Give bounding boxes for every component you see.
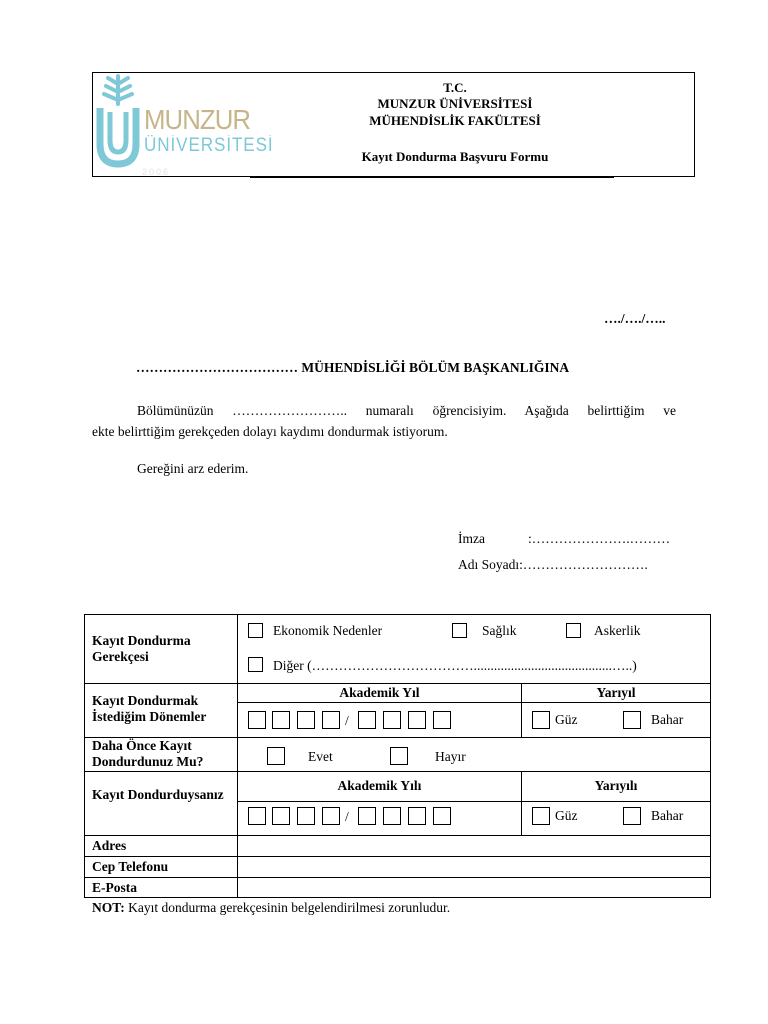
email-field[interactable] (238, 878, 710, 897)
closing-text: Gereğini arz ederim. (137, 461, 249, 476)
address-field[interactable] (238, 836, 710, 856)
logo-emblem-icon (94, 74, 142, 170)
periods-label: Kayıt Dondurmak İstediğim Dönemler (92, 693, 207, 724)
option-no: Hayır (435, 749, 466, 764)
paragraph-line-1: Bölümünüzün …………………….. numaralı öğrencisiyim. Aşağıda belirttiğim ve (137, 403, 676, 418)
header-university: MUNZUR ÜNİVERSİTESİ (377, 96, 533, 111)
date-line: …./…./….. (604, 311, 666, 326)
checkbox-yes[interactable] (267, 747, 285, 765)
year-digit-box[interactable] (383, 711, 401, 729)
addressee: ……………………………… MÜHENDİSLİĞİ BÖLÜM BAŞKANLIĞINA (136, 360, 570, 375)
paragraph-line-2: ekte belirttiğim gerekçeden dolayı kaydımı dondurmak istiyorum. (92, 424, 448, 439)
year-digit-box[interactable] (408, 711, 426, 729)
logo-subtitle: ÜNİVERSİTESİ (144, 135, 274, 156)
year-separator: / (345, 809, 349, 824)
year-separator: / (345, 713, 349, 728)
option-spring: Bahar (651, 712, 684, 727)
checkbox-other[interactable] (248, 657, 263, 672)
year-digit-box[interactable] (248, 807, 266, 825)
year-digit-box[interactable] (322, 807, 340, 825)
reason-label: Kayıt Dondurma Gerekçesi (92, 633, 191, 664)
phone-label: Cep Telefonu (92, 859, 169, 874)
row-divider (238, 801, 710, 802)
note (92, 900, 450, 916)
option-spring-2: Bahar (651, 808, 684, 823)
note-text: Kayıt dondurma gerekçesinin belgelendirilmesi zorunludur. (128, 900, 451, 915)
note-label: NOT: (92, 900, 125, 915)
year-digit-box[interactable] (248, 711, 266, 729)
checkbox-spring[interactable] (623, 711, 641, 729)
year-digit-box[interactable] (272, 711, 290, 729)
option-yes: Evet (308, 749, 333, 764)
phone-field[interactable] (238, 857, 710, 877)
checkbox-health[interactable] (452, 623, 467, 638)
header-faculty: MÜHENDİSLİK FAKÜLTESİ (369, 113, 541, 128)
row-divider (238, 702, 710, 703)
signature-field[interactable]: :………………….……… (528, 531, 671, 546)
option-military: Askerlik (594, 623, 641, 638)
header-underline (250, 176, 614, 178)
form-title: Kayıt Dondurma Başvuru Formu (361, 149, 549, 164)
logo-year: 2006 (142, 167, 171, 177)
year-digit-box[interactable] (433, 807, 451, 825)
year-digit-box[interactable] (408, 807, 426, 825)
checkbox-fall-2[interactable] (532, 807, 550, 825)
checkbox-economic[interactable] (248, 623, 263, 638)
header-tc: T.C. (443, 80, 467, 95)
year-digit-box[interactable] (322, 711, 340, 729)
row-divider (85, 771, 710, 772)
year-digit-box[interactable] (383, 807, 401, 825)
option-fall: Güz (555, 712, 578, 727)
checkbox-no[interactable] (390, 747, 408, 765)
year-digit-box[interactable] (297, 807, 315, 825)
checkbox-military[interactable] (566, 623, 581, 638)
option-other[interactable]: Diğer (……………………………….........................................…..) (273, 658, 637, 673)
checkbox-spring-2[interactable] (623, 807, 641, 825)
signature-label: İmza (458, 531, 485, 546)
address-label: Adres (92, 838, 127, 853)
row-divider (85, 683, 710, 684)
year-digit-box[interactable] (297, 711, 315, 729)
academic-year-header: Akademik Yıl (339, 685, 420, 700)
term-header-2: Yarıyılı (594, 778, 638, 793)
term-header: Yarıyıl (596, 685, 636, 700)
year-digit-box[interactable] (358, 711, 376, 729)
checkbox-fall[interactable] (532, 711, 550, 729)
option-fall-2: Güz (555, 808, 578, 823)
year-digit-box[interactable] (433, 711, 451, 729)
year-digit-box[interactable] (358, 807, 376, 825)
academic-year-header-2: Akademik Yılı (337, 778, 422, 793)
logo-name: MUNZUR (144, 104, 251, 135)
name-field[interactable]: Adı Soyadı:………………………. (458, 557, 648, 572)
year-digit-box[interactable] (272, 807, 290, 825)
email-label: E-Posta (92, 880, 137, 895)
option-economic: Ekonomik Nedenler (273, 623, 383, 638)
application-table (84, 614, 711, 898)
previous-period-label: Kayıt Dondurduysanız (92, 787, 224, 802)
previous-label: Daha Önce Kayıt Dondurdunuz Mu? (92, 738, 204, 769)
option-health: Sağlık (482, 623, 517, 638)
